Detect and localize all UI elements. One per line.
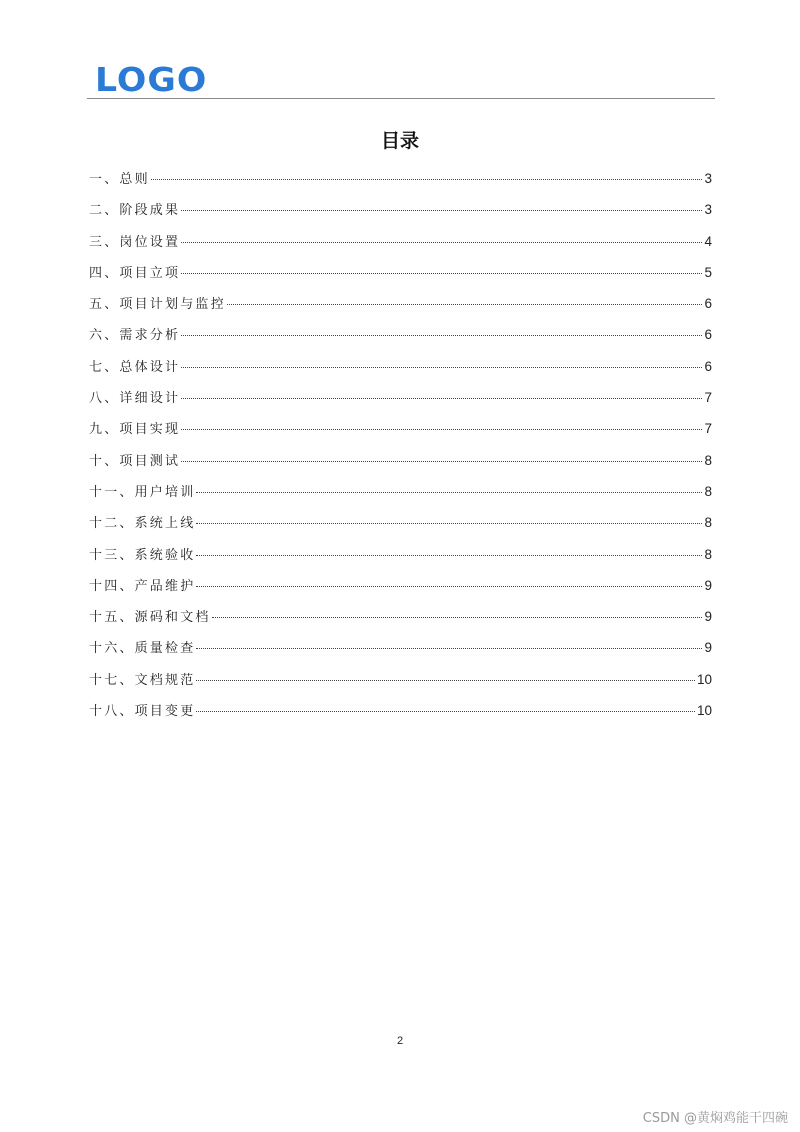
toc-entry-label: 十八、项目变更 — [89, 704, 196, 720]
toc-entry-label: 十四、产品维护 — [89, 578, 196, 594]
page-number: 2 — [396, 1035, 404, 1047]
toc-entry-page: 3 — [704, 171, 712, 186]
toc-entry-label: 三、岗位设置 — [89, 234, 181, 250]
toc-entry-label: 二、阶段成果 — [89, 203, 181, 219]
toc-entry-label: 九、项目实现 — [89, 422, 181, 438]
toc-entry[interactable] — [89, 605, 712, 636]
toc-entry[interactable] — [89, 323, 712, 354]
toc-entry-page: 8 — [704, 515, 712, 531]
toc-entry-page: 6 — [704, 296, 712, 312]
toc-entry[interactable] — [89, 417, 712, 448]
toc-entry[interactable] — [89, 574, 712, 605]
toc-entry-page: 10 — [696, 671, 712, 687]
toc-entry-label: 十六、质量检查 — [89, 641, 196, 657]
toc-entry-label: 十三、系统验收 — [89, 547, 196, 563]
toc-entry[interactable] — [89, 543, 712, 574]
toc-entry-page: 8 — [704, 546, 712, 562]
toc-entry[interactable] — [89, 355, 712, 386]
toc-entry-page: 9 — [704, 609, 712, 625]
toc-dot-leader — [181, 398, 702, 399]
toc-dot-leader — [181, 335, 702, 336]
toc-entry-page: 8 — [704, 483, 712, 499]
toc-entry-label: 一、总则 — [89, 172, 150, 187]
toc-dot-leader — [181, 273, 702, 274]
toc-entry-page: 6 — [704, 358, 712, 374]
toc-entry[interactable] — [89, 699, 712, 730]
toc-entry-page: 8 — [704, 452, 712, 468]
logo: LOGO — [95, 60, 208, 99]
toc-dot-leader — [181, 210, 702, 211]
toc-entry-label: 十、项目测试 — [89, 453, 181, 469]
toc-title: 目录 — [380, 130, 419, 152]
toc-dot-leader — [196, 711, 695, 712]
toc-entry-page: 9 — [704, 640, 712, 656]
toc-entry-page: 5 — [704, 264, 712, 280]
toc-entry-label: 十二、系统上线 — [89, 516, 196, 532]
toc-dot-leader — [181, 461, 702, 462]
toc-dot-leader — [196, 492, 702, 493]
toc-entry-label: 十七、文档规范 — [89, 672, 196, 688]
toc-entry[interactable] — [89, 292, 712, 323]
toc-dot-leader — [212, 617, 703, 618]
toc-entry-page: 6 — [704, 327, 712, 343]
toc-dot-leader — [196, 555, 702, 556]
toc-entry-label: 十一、用户培训 — [89, 484, 196, 500]
toc-entry[interactable] — [89, 230, 712, 261]
toc-entry[interactable] — [89, 261, 712, 292]
toc-dot-leader — [151, 179, 703, 180]
table-of-contents — [89, 167, 712, 730]
toc-entry-page: 3 — [704, 202, 712, 218]
toc-entry[interactable] — [89, 167, 712, 198]
toc-entry-label: 六、需求分析 — [89, 328, 181, 344]
toc-dot-leader — [181, 367, 702, 368]
toc-entry[interactable] — [89, 480, 712, 511]
toc-entry-page: 10 — [696, 703, 712, 719]
toc-entry-label: 八、详细设计 — [89, 391, 181, 407]
toc-entry-label: 十五、源码和文档 — [89, 610, 211, 626]
toc-entry[interactable] — [89, 386, 712, 417]
toc-dot-leader — [196, 648, 702, 649]
toc-entry-page: 7 — [704, 390, 712, 406]
toc-entry-page: 4 — [704, 233, 712, 249]
toc-dot-leader — [227, 304, 703, 305]
toc-dot-leader — [196, 680, 695, 681]
toc-entry[interactable] — [89, 449, 712, 480]
toc-entry-page: 9 — [704, 577, 712, 593]
toc-dot-leader — [196, 586, 702, 587]
toc-dot-leader — [196, 523, 702, 524]
toc-entry-label: 七、总体设计 — [89, 359, 181, 375]
toc-dot-leader — [181, 242, 702, 243]
toc-entry[interactable] — [89, 668, 712, 699]
toc-dot-leader — [181, 429, 702, 430]
watermark: CSDN @黄焖鸡能干四碗 — [642, 1111, 788, 1126]
toc-entry-label: 四、项目立项 — [89, 265, 181, 281]
toc-entry[interactable] — [89, 511, 712, 542]
toc-entry[interactable] — [89, 636, 712, 667]
toc-entry-page: 7 — [704, 421, 712, 437]
header-divider — [87, 98, 715, 99]
toc-entry[interactable] — [89, 198, 712, 229]
toc-entry-label: 五、项目计划与监控 — [89, 297, 226, 313]
